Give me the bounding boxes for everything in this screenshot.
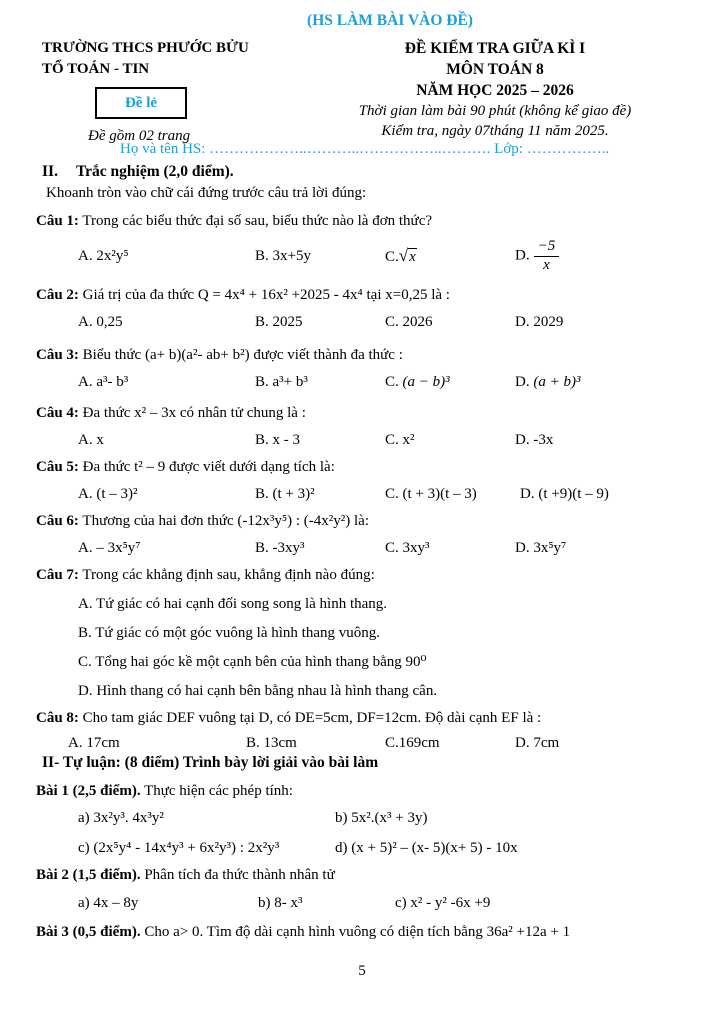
question-6-option-c[interactable]: C. 3xy³ (385, 539, 430, 556)
question-5-option-c[interactable]: C. (t + 3)(t – 3) (385, 485, 477, 502)
question-4-label: Câu 4: (36, 404, 79, 421)
question-1-option-d[interactable] (515, 239, 700, 274)
question-5-option-a[interactable]: A. (t – 3)² (78, 485, 138, 502)
essay-problem-2-row (78, 894, 700, 913)
exam-body (36, 163, 700, 942)
question-8-text: Cho tam giác DEF vuông tại D, có DE=5cm, DF=12cm. Độ dài cạnh EF là : (82, 709, 542, 726)
school-year: NĂM HỌC 2025 – 2026 (416, 82, 574, 99)
question-5-option-b[interactable]: B. (t + 3)² (255, 485, 315, 502)
question-1-option-c[interactable] (385, 246, 515, 267)
question-7-option-b[interactable]: B. Tứ giác có một góc vuông là hình thang vuông. (78, 624, 380, 641)
exam-variant-label: Đề lẻ (124, 94, 158, 111)
option-c-letter: C. (385, 373, 399, 390)
essay-1-item-d: d) (x + 5)² – (x- 5)(x+ 5) - 10x (335, 839, 518, 856)
question-5-text: Đa thức t² – 9 được viết dưới dạng tích là: (82, 458, 335, 475)
question-4-text: Đa thức x² – 3x có nhân tử chung là : (82, 404, 306, 421)
question-4-options (78, 431, 700, 450)
option-d-letter: D. (515, 247, 530, 264)
fraction-numerator: −5 (534, 239, 560, 257)
student-info-line (120, 141, 609, 158)
option-d-formula: (a + b)³ (533, 373, 581, 390)
question-1-text: Trong các biểu thức đại số sau, biểu thức nào là đơn thức? (82, 213, 433, 229)
essay-2-item-c: c) x² - y² -6x +9 (395, 894, 491, 911)
question-8-options (68, 734, 700, 753)
exam-subject: MÔN TOÁN 8 (446, 61, 544, 78)
question-6-option-a[interactable]: A. – 3x⁵y⁷ (78, 539, 141, 556)
essay-problem-1-text: Thực hiện các phép tính: (144, 782, 293, 799)
student-name-label: Họ và tên HS: (120, 141, 206, 157)
radical-sign: √ (398, 245, 409, 265)
question-2-option-d[interactable]: D. 2029 (515, 313, 564, 330)
essay-1-item-a: a) 3x²y³. 4x³y² (78, 809, 164, 826)
question-3-label: Câu 3: (36, 346, 79, 363)
question-2-label: Câu 2: (36, 286, 79, 303)
sqrt-expression (398, 245, 417, 265)
question-1 (36, 212, 700, 231)
question-7-label: Câu 7: (36, 566, 79, 583)
exam-date: Kiểm tra, ngày 07tháng 11 năm 2025. (381, 123, 609, 139)
page-number: 5 (358, 963, 366, 979)
essay-problem-1-label: Bài 1 (2,5 điểm). (36, 782, 141, 799)
exam-title: ĐỀ KIỂM TRA GIỮA KÌ I (404, 40, 586, 57)
fraction-denominator: x (543, 256, 550, 273)
question-2-options (78, 313, 700, 332)
question-7-option-c[interactable]: C. Tổng hai góc kề một cạnh bên của hình thang bằng 90⁰ (78, 653, 427, 670)
question-6-option-d[interactable]: D. 3x⁵y⁷ (515, 539, 567, 556)
section-mc-heading (42, 163, 700, 181)
question-2-text: Giá trị của đa thức Q = 4x⁴ + 16x² +2025 - 4x⁴ tại x=0,25 là : (82, 286, 450, 303)
question-6 (36, 512, 700, 531)
question-5-label: Câu 5: (36, 458, 79, 475)
question-3-options (78, 373, 700, 392)
question-4-option-d[interactable]: D. -3x (515, 431, 554, 448)
essay-problem-1 (36, 782, 700, 801)
question-5-options (78, 485, 700, 504)
question-1-options (78, 239, 700, 274)
option-c-letter: C. (385, 248, 399, 265)
question-2 (36, 286, 700, 305)
question-3-option-d[interactable] (515, 373, 700, 392)
question-3-option-b[interactable]: B. a³+ b³ (255, 373, 308, 390)
question-8-option-c[interactable]: C.169cm (385, 734, 440, 751)
question-1-option-a[interactable]: A. 2x²y⁵ (78, 247, 129, 264)
student-name-blank[interactable]: ………………..………..……………..………. (209, 141, 491, 157)
mc-instruction: Khoanh tròn vào chữ cái đứng trước câu trả lời đúng: (46, 185, 367, 201)
header-left (42, 38, 292, 145)
question-4-option-c[interactable]: C. x² (385, 431, 415, 448)
question-1-label: Câu 1: (36, 213, 79, 229)
question-2-option-a[interactable]: A. 0,25 (78, 313, 123, 330)
question-3-option-a[interactable]: A. a³- b³ (78, 373, 129, 390)
question-8-option-a[interactable]: A. 17cm (68, 734, 120, 751)
class-blank[interactable]: …………….. (526, 141, 610, 157)
question-5-option-d[interactable]: D. (t +9)(t – 9) (520, 485, 609, 502)
section-mc-title: Trắc nghiệm (2,0 điểm). (75, 163, 234, 180)
essay-problem-2-label: Bài 2 (1,5 điểm). (36, 866, 141, 883)
header-right (278, 38, 712, 141)
essay-problem-3 (36, 923, 700, 942)
question-8-option-b[interactable]: B. 13cm (246, 734, 297, 751)
section-essay-heading: II- Tự luận: (8 điểm) Trình bày lời giải vào bài làm (42, 753, 379, 771)
question-8 (36, 709, 700, 728)
question-3-text: Biểu thức (a+ b)(a²- ab+ b²) được viết thành đa thức : (82, 346, 403, 363)
essay-problem-2 (36, 866, 700, 885)
question-3 (36, 346, 700, 365)
option-c-formula: (a − b)³ (402, 373, 450, 390)
question-4-option-a[interactable]: A. x (78, 431, 104, 448)
question-2-option-c[interactable]: C. 2026 (385, 313, 433, 330)
department-name: TỔ TOÁN - TIN (42, 61, 150, 77)
exam-duration: Thời gian làm bài 90 phút (không kể giao đề) (358, 103, 632, 119)
question-6-options (78, 539, 700, 558)
question-5 (36, 458, 700, 477)
question-6-text: Thương của hai đơn thức (-12x³y⁵) : (-4x²y²) là: (82, 512, 370, 529)
section-mc-number: II. (42, 163, 58, 180)
pages-note: Đề gồm 02 trang (88, 128, 191, 144)
question-8-option-d[interactable]: D. 7cm (515, 734, 560, 751)
essay-problem-1-row-2 (78, 839, 700, 858)
question-4 (36, 404, 700, 423)
fraction-expression (534, 239, 560, 274)
essay-2-item-b: b) 8- x³ (258, 894, 303, 911)
question-7-option-d[interactable]: D. Hình thang có hai cạnh bên bằng nhau là hình thang cân. (78, 682, 438, 699)
essay-problem-1-row-1 (78, 809, 700, 828)
essay-problem-3-text: Cho a> 0. Tìm độ dài cạnh hình vuông có diện tích bằng 36a² +12a + 1 (144, 923, 571, 940)
option-d-letter: D. (515, 373, 530, 390)
question-6-label: Câu 6: (36, 512, 79, 529)
school-name: TRƯỜNG THCS PHƯỚC BỬU (42, 40, 249, 56)
essay-1-item-b: b) 5x².(x³ + 3y) (335, 809, 428, 826)
question-4-option-b[interactable]: B. x - 3 (255, 431, 300, 448)
question-7 (36, 566, 700, 585)
question-8-label: Câu 8: (36, 709, 79, 726)
question-6-option-b[interactable]: B. -3xy³ (255, 539, 305, 556)
question-7-text: Trong các khẳng định sau, khẳng định nào đúng: (82, 566, 375, 583)
exam-variant-box (95, 87, 187, 119)
essay-1-item-c: c) (2x⁵y⁴ - 14x⁴y³ + 6x²y³) : 2x²y³ (78, 839, 280, 856)
essay-2-item-a: a) 4x – 8y (78, 894, 139, 911)
essay-problem-3-label: Bài 3 (0,5 điểm). (36, 923, 141, 940)
question-3-option-c[interactable] (385, 373, 515, 392)
question-7-option-a[interactable]: A. Tứ giác có hai cạnh đối song song là hình thang. (78, 595, 388, 612)
radical-argument: x (409, 248, 416, 265)
exam-instruction-note: (HS LÀM BÀI VÀO ĐỀ) (307, 12, 473, 29)
essay-problem-2-text: Phân tích đa thức thành nhân tử (144, 866, 335, 883)
question-1-option-b[interactable]: B. 3x+5y (255, 247, 311, 264)
class-label: Lớp: (494, 141, 523, 157)
question-2-option-b[interactable]: B. 2025 (255, 313, 303, 330)
